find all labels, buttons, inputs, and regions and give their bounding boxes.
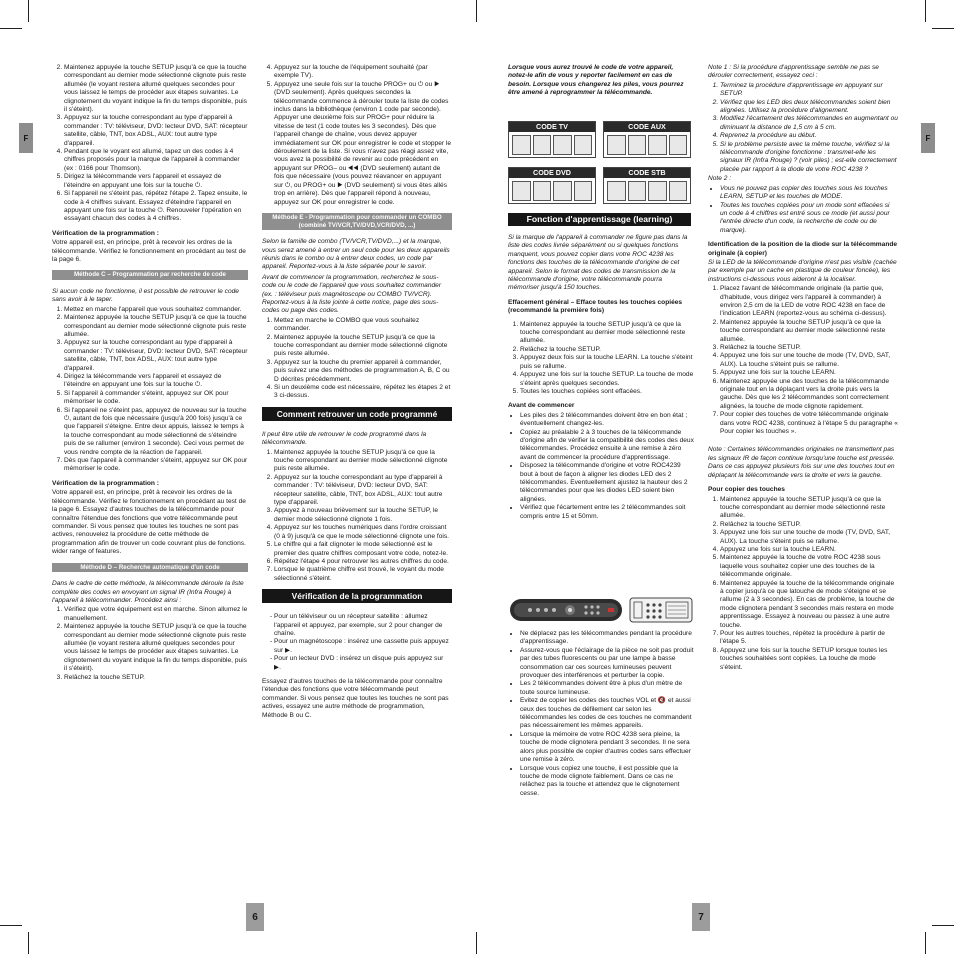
- language-tab-left: F: [19, 123, 33, 153]
- list-item: 6. Si l'appareil ne s'éteint pas, répétez l'étape 2. Tapez ensuite, le code à 4 chiffres suivant. Essayez d'éteindre l'appareil en appuyant une fois sur la touche ⏻. Renouveler l'opération en essayant chacun des codes à 4 chiffres.: [64, 190, 248, 224]
- list-item: • Copiez au préalable 2 à 3 touches de la télécommande d'origine afin de vérifier la compatibilité des codes des deux télécommandes. Procédez ensuite à une remise à zéro avant de commencer la procédure d'apprentissage.: [520, 429, 694, 463]
- list-item: • Les piles des 2 télécommandes doivent être en bon état ; éventuellement changez-les.: [520, 412, 694, 429]
- list-item: 6. Maintenez appuyée la touche de la télécommande originale à copier jusqu'à ce que latouche de mode s'éteigne et se rallume (2 à 3 secondes). En cas de problème, la touche de mode clignotera pendant 3 secondes mais restera en mode apprentissage. Essayez à nouveau ou passez à une autre touche.: [720, 580, 898, 630]
- list-item: 4. Reprenez la procédure au début.: [720, 132, 898, 140]
- list-item: 1. Maintenez appuyée la touche SETUP jusqu'à ce que la touche correspondant au dernier mode sélectionné reste allumée.: [720, 496, 898, 521]
- list-item: • Ne déplacez pas les télécommandes pendant la procédure d'apprentissage.: [520, 630, 694, 647]
- list-item: • Assurez-vous que l'éclairage de la pièce ne soit pas produit par des tubes fluorescents ou par une lampe à basse consommation car ces sources lumineuses peuvent provoquer des interférences et perturber la copie.: [520, 647, 694, 681]
- list-item: 7. Lorsque le quatrième chiffre est trouvé, le voyant du mode sélectionné s'éteint.: [274, 566, 452, 583]
- list-item: • Evitez de copier les codes des touches VOL et 🔇 et aussi ceux des touches de défilement car selon les télécommandes les codes de ces touches ne commandent pas nécessairement les mêmes appareils.: [520, 697, 694, 731]
- list-item: 1. Mettez en marche l'appareil que vous souhaitez commander.: [64, 306, 248, 314]
- paragraph: Si la marque de l'appareil à commander ne figure pas dans la liste des codes livrée séparément ou si quelques fonctions manquent, vous pouvez copier dans votre ROC 4238 les fonctions des touches de la télécommande d'origine de cet appareil. Selon le format des codes de transmission de la télécommande d'origine, votre télécommande pourra mémoriser jusqu'à 150 touches.: [508, 234, 688, 292]
- verification-list: [262, 613, 452, 672]
- list-item: 7. Pour les autres touches, répétez la procédure à partir de l'étape 5.: [720, 630, 898, 647]
- code-cells: [509, 132, 595, 158]
- list-item: • Toutes les touches copiées pour un mode sont effacées si un code à 4 chiffres est entré sous ce mode (et aussi pour l'entrée directe d'un code, la recherche de code ou de marque).: [720, 202, 898, 236]
- list-item: 6. Répétez l'étape 4 pour retrouver les autres chiffres du code.: [274, 558, 452, 566]
- list-item: 8. Appuyez une fois sur la touche SETUP lorsque toutes les touches souhaitées sont copiées. La touche de mode s'éteint.: [720, 647, 898, 672]
- list-item: 2. Maintenez appuyée la touche SETUP jusqu'à ce que la touche correspondant au dernier mode sélectionné clignote puis reste allumée (le voyant restera allumé quelques secondes pour vous laissez le temps de procéder aux étapes suivantes. Le clignotement du voyant indique la fin du temps disponible, puis il s'éteint).: [64, 623, 248, 673]
- list-item: 4. Appuyez une fois sur une touche de mode (TV, DVD, SAT, AUX). La touche s'éteint puis se rallume.: [720, 352, 898, 369]
- crop-mark: [28, 0, 29, 22]
- crop-mark: [28, 932, 29, 954]
- crop-mark: [476, 0, 477, 22]
- method-c-steps: [52, 306, 248, 474]
- code-tv-box: [508, 121, 596, 158]
- column-3: [508, 64, 694, 104]
- list-item: 3. Relâchez la touche SETUP.: [64, 674, 248, 682]
- list-item: 2. Relâchez la touche SETUP.: [720, 521, 898, 529]
- list-item: • Vérifiez que l'écartement entre les 2 télécommandes soit compris entre 15 et 50mm.: [520, 504, 694, 521]
- identification-steps: [708, 285, 898, 436]
- original-remote-image: [630, 598, 692, 622]
- crop-mark: [932, 28, 954, 29]
- list-item: - Pour un téléviseur ou un récepteur satellite : allumez l'appareil et appuyez, par exemple, sur 2 pour changer de chaîne.: [274, 613, 452, 638]
- paragraph: Avant de commencer la programmation, recherchez le sous-code ou le code de l'appareil que vous souhaitez commander (ex. : téléviseur puis magnétoscope ou COMBO TV/VCR). Reportez-vous à la liste jointe à cette notice, page des sous-codes ou page des codes.: [262, 273, 442, 315]
- paragraph: Si la LED de la télécommande d'origine n'est pas visible (cachée par exemple par un cache en plastique de couleur foncée), les instructions ci-dessous vous aideront à la localiser.: [708, 258, 897, 283]
- list-item: 4. Dirigez la télécommande vers l'appareil et essayez de l'éteindre en appuyant une fois sur la touche ⏻.: [64, 373, 248, 390]
- paragraph: Si aucun code ne fonctionne, il est possible de retrouver le code sans avoir à le taper.: [52, 287, 239, 304]
- list-item: 1. Mettez en marche le COMBO que vous souhaitez commander.: [274, 317, 452, 334]
- list-item: 2. Appuyez sur la touche correspondant au type d'appareil à commander : TV: téléviseur, DVD: lecteur DVD, SAT: récepteur satellite, câble, TNT, box ADSL, AUX: tout autre type d'appareil.: [274, 474, 452, 508]
- list-item: 1. Maintenez appuyée la touche SETUP jusqu'à ce que la touche correspondant au dernier mode sélectionné clignote puis reste allumée.: [274, 449, 452, 474]
- list-item: 5. Toutes les touches copiées sont effacées.: [520, 388, 694, 396]
- column-3-bottom: [508, 630, 694, 804]
- note-1: Note 1 : Si la procédure d'apprentissage semble ne pas se dérouler correctement, essayez ceci :: [708, 64, 879, 80]
- list-item: 5. Appuyez une seule fois sur la touche PROG+ ou ⏻ ou ▶ (DVD seulement). Après quelques secondes la télécommande commence à dérouler toute la liste de codes inclus dans la bibliothèque (environ 1 code par seconde). Appuyer une deuxième fois sur PROG+ pour réduire la vitesse de test (1 code toutes les 3 secondes). Dès que l'appareil change de chaîne, vous devez appuyer immédiatement sur OK pour enregistrer le code et stopper le déroulement de la liste. Si vous n'avez pas réagi assez vite, vous avez la possibilité de revenir au code précédent en appuyant sur PROG– ou ◀◀ (DVD seulement) autant de fois que nécessaire (vous pouvez réavancer en appuyant sur ⏻, ou PROG+ ou ▶ (DVD seulement) si vous êtes allés trop en arrière). Dès que l'appareil répond à nouveau, appuyez sur OK pour enregistrer le code.: [274, 81, 452, 207]
- page-number-right: 7: [692, 903, 710, 931]
- paragraph: Selon la famille de combo (TV/VCR,TV/DVD,...) et la marque, vous serez amené à entrer un seul code pour les deux appareils réunis dans le combo ou à entrer deux codes, un code par appareil. Reportez-vous à la liste séparée pour le savoir.: [262, 238, 450, 271]
- list-item: 4. Appuyez sur la touche de l'équipement souhaité (par exemple TV).: [274, 64, 452, 81]
- crop-mark: [925, 0, 926, 22]
- page-number-left: 6: [246, 903, 264, 931]
- list-item: 5. Le chiffre qui a fait clignoter le mode sélectionné est le premier des quatre chiffres composant votre code, notez-le.: [274, 541, 452, 558]
- code-aux-box: [603, 121, 691, 158]
- intro-note: Lorsque vous aurez trouvé le code de votre appareil, notez-le afin de vous y reporter facilement en cas de besoin. Lorsque vous changerez les piles, vous pourrez être amené à reprogrammer la télécommande.: [508, 64, 684, 97]
- section-heading: Vérification de la programmation :: [52, 479, 159, 487]
- list-item: 2. Relâchez la touche SETUP.: [520, 346, 694, 354]
- list-item: 4. Si un deuxième code est nécessaire, répétez les étapes 2 et 3 ci-dessus.: [274, 384, 452, 401]
- list-item: 3. Modifiez l'écartement des télécommandes en augmentant ou diminuant la distance de 1,5 cm à 5 cm.: [720, 115, 898, 132]
- code-box-label: CODE STB: [604, 168, 690, 178]
- method-c-heading: Méthode C – Programmation par recherche de code: [52, 270, 248, 280]
- list-item: 4. Appuyez sur les touches numériques dans l'ordre croissant (0 à 9) jusqu'à ce que le mode sélectionné clignote une fois.: [274, 524, 452, 541]
- precautions-list: [508, 630, 694, 798]
- list-item: 1. Placez l'avant de télécommande originale (la partie que, d'habitude, vous dirigez vers l'appareil à commander) à environ 2,5 cm de la LED de votre ROC 4238 en face de l'indication LEARN (reportez-vous au schéma ci-dessus).: [720, 285, 898, 319]
- list-item: 3. Appuyez deux fois sur la touche LEARN. La touche s'éteint puis se rallume.: [520, 354, 694, 371]
- roc-remote-image: [510, 599, 622, 621]
- paragraph: Votre appareil est, en principe, prêt à recevoir les ordres de la télécommande. Vérifiez le fonctionnement en procédant au test de la page 6. Essayez d'autres touches de la télécommande pour connaître l'étendue des fonctions que votre télécommande peut commander. Si vous pensez que toutes les touches ne sont pas actives, renouvelez la procédure de cette méthode de programmation afin de trouver un code couvrant plus de fonctions. wider range of features.: [52, 489, 246, 556]
- list-item: 3. Appuyez à nouveau brièvement sur la touche SETUP, le dernier mode sélectionné clignote 1 fois.: [274, 507, 452, 524]
- code-stb-box: [603, 167, 691, 204]
- crop-mark: [932, 925, 954, 926]
- note-2-list: [708, 185, 898, 235]
- list-item: 5. Maintenez appuyée la touche de votre ROC 4238 sous laquelle vous souhaitez copier une des touches de la télécommande originale.: [720, 554, 898, 579]
- retrouver-code-steps: [262, 449, 452, 584]
- copier-steps: [708, 496, 898, 673]
- code-dvd-box: [508, 167, 596, 204]
- list-item: 3. Appuyez sur la touche correspondant au type d'appareil à commander : TV: téléviseur, DVD: lecteur DVD, SAT: récepteur satellite, câble, TNT, box ADSL, AUX: tout autre type d'appareil.: [64, 339, 248, 373]
- avant-list: [508, 412, 694, 521]
- list-item: 4. Appuyez une fois sur la touche SETUP. La touche de mode s'éteint après quelques secondes.: [520, 371, 694, 388]
- section-heading: Effacement général – Efface toutes les touches copiées (recommandé la première fois): [508, 298, 683, 315]
- list-item: 2. Maintenez appuyée la touche SETUP jusqu'à ce que la touche correspondant au dernier mode sélectionné clignote puis reste allumée.: [274, 334, 452, 359]
- crop-mark: [0, 925, 22, 926]
- list-item: 2. Maintenez appuyée la touche SETUP jusqu'à ce que la touche correspondant au dernier mode sélectionné clignote puis reste allumée (le voyant restera allumé quelques secondes pour vous laissez le temps de procéder aux étapes suivantes. Le clignotement du voyant indique la fin du temps disponible, puis il s'éteint).: [64, 64, 248, 114]
- column-3-lower: [508, 234, 694, 527]
- method-e-steps: [262, 317, 452, 401]
- list-item: 3. Relâchez la touche SETUP.: [720, 344, 898, 352]
- crop-mark: [925, 932, 926, 954]
- crop-mark: [476, 932, 477, 954]
- list-item: 7. Dès que l'appareil à commander s'éteint, appuyez sur OK pour mémoriser le code.: [64, 457, 248, 474]
- list-item: 6. Maintenez appuyée une des touches de la télécommande originale tout en la déplaçant vers la droite puis vers la gauche. Dès que les 2 télécommandes sont correctement alignées, la touche de mode clignote rapidement.: [720, 378, 898, 412]
- list-item: 5. Si l'appareil à commander s'éteint, appuyez sur OK pour mémoriser le code.: [64, 390, 248, 407]
- list-item: 3. Appuyez une fois sur une touche de mode (TV, DVD, SAT, AUX). La touche s'éteint puis se rallume.: [720, 529, 898, 546]
- section-heading: Identification de la position de la diode sur la télécommande originale (à copier): [708, 241, 898, 257]
- code-cells: [604, 178, 690, 204]
- learning-heading: Fonction d'apprentissage (learning): [508, 213, 691, 226]
- crop-mark: [0, 28, 22, 29]
- list-item: 5. Dirigez la télécommande vers l'appareil et essayez de l'éteindre en appuyant une fois sur la touche ⏻.: [64, 173, 248, 190]
- method-b-steps: [52, 64, 248, 224]
- list-item: • Lorsque la mémoire de votre ROC 4238 sera pleine, la touche de mode clignotera pendant 3 secondes. Il ne sera alors plus possible de copier d'autres codes sans effectuer une remise à zéro.: [520, 731, 694, 765]
- note-2: Note 2 :: [708, 175, 732, 183]
- list-item: • Les 2 télécommandes doivent être à plus d'un mètre de toute source lumineuse.: [520, 680, 694, 697]
- paragraph: Essayez d'autres touches de la télécommande pour connaître l'étendue des fonctions que votre télécommande peut commander. Si vous pensez que toutes les touches ne sont pas actives, essayez une autre méthode de programmation, Méthode B ou C.: [262, 677, 449, 719]
- code-box-label: CODE TV: [509, 122, 595, 132]
- verification-heading: Vérification de la programmation: [262, 589, 452, 603]
- list-item: 5. Appuyez une fois sur la touche LEARN.: [720, 369, 898, 377]
- list-item: 2. Maintenez appuyée la touche SETUP jusqu'à ce que la touche correspondant au dernier mode sélectionné reste allumée.: [720, 319, 898, 344]
- list-item: 7. Pour copier des touches de votre télécommande originale dans votre ROC 4238, continuez à l'étape 5 du paragraphe « Pour copier les touches ».: [720, 411, 898, 436]
- list-item: 1. Terminez la procédure d'apprentissage en appuyant sur SETUP.: [720, 82, 898, 99]
- paragraph: Votre appareil est, en principe, prêt à recevoir les ordres de la télécommande. Vérifiez le fonctionnement en procédant au test de la page 6.: [52, 239, 246, 263]
- code-box-label: CODE AUX: [604, 122, 690, 132]
- list-item: 1. Vérifiez que votre équipement est en marche. Sinon allumez le manuellement.: [64, 606, 248, 623]
- column-4: [708, 64, 898, 678]
- code-cells: [509, 178, 595, 204]
- list-item: 2. Vérifiez que les LED des deux télécommandes soient bien alignées. Utilisez la procédure d'alignement.: [720, 99, 898, 116]
- method-d-steps: [52, 606, 248, 682]
- list-item: 3. Appuyez sur la touche correspondant au type d'appareil à commander : TV: téléviseur, DVD: lecteur DVD, SAT: récepteur satellite, câble, TNT, box ADSL, AUX: tout autre type d'appareil.: [64, 114, 248, 148]
- list-item: - Pour un magnétoscope : insérez une cassette puis appuyez sur ▶.: [274, 638, 452, 655]
- method-e-heading: Méthode E - Programmation pour commander un COMBO (combiné TV/VCR,TV/DVD,VCR/DVD, ...): [262, 213, 452, 230]
- list-item: 3. Appuyez sur la touche du premier appareil à commander, puis suivez une des méthodes de programmation A, B, C ou D décrites précédemment.: [274, 359, 452, 384]
- list-item: - Pour un lecteur DVD : insérez un disque puis appuyez sur ▶.: [274, 655, 452, 672]
- method-d-steps-continued: [262, 64, 452, 207]
- effacement-steps: [508, 321, 694, 397]
- list-item: 1. Maintenez appuyée la touche SETUP jusqu'à ce que la touche correspondant au dernier mode sélectionné reste allumée.: [520, 321, 694, 346]
- note-1-steps: [708, 82, 898, 174]
- section-heading: Avant de commencer: [508, 402, 575, 410]
- list-item: • Disposez la télécommande d'origine et votre ROC4239 bout à bout de façon à aligner les diodes LED des 2 télécommandes. Eventuellement ajustez la hauteur des 2 télécommandes pour que les diodes LED soient bien alignées.: [520, 462, 694, 504]
- list-item: • Lorsque vous copiez une touche, il est possible que la touche de mode clignote faiblement. Dans ce cas ne relâchez pas la touche et attendez que le clignotement cesse.: [520, 765, 694, 799]
- list-item: 6. Si l'appareil ne s'éteint pas, appuyez de nouveau sur la touche ⏻, autant de fois que nécessaire (jusqu'à 200 fois) jusqu'à ce que l'appareil s'éteigne. Entre deux appuis, laissez le temps à la touche correspondant au mode sélectionné de s'éteindre puis de se rallumer (environ 1 seconde). Ceci vous permet de vous rendre compte de la réaction de l'appareil.: [64, 407, 248, 457]
- list-item: 2. Maintenez appuyée la touche SETUP jusqu'à ce que la touche correspondant au dernier mode sélectionné clignote puis reste allumée.: [64, 314, 248, 339]
- column-2: [262, 64, 452, 726]
- paragraph: Il peut être utile de retrouver le code programmé dans la télécommande.: [262, 430, 427, 447]
- method-d-heading: Méthode D – Recherche automatique d'un code: [52, 563, 248, 573]
- list-item: 5. Si le problème persiste avec la même touche, vérifiez si la télécommande d'origine fonctionne : transmet-elle les signaux IR (Infra Rouge) ? (voir piles) ; est-elle correctement placée par rapport à la diode de votre ROC 4238 ?: [720, 141, 898, 175]
- column-1: [52, 64, 248, 688]
- retrouver-code-heading: Comment retrouver un code programmé: [262, 407, 452, 421]
- language-tab-right: F: [921, 123, 935, 153]
- paragraph: Dans le cadre de cette méthode, la télécommande déroule la liste complète des codes en envoyant un signal IR (Infra Rouge) à l'appareil à télécommander. Procédez ainsi :: [52, 580, 244, 604]
- remotes-illustration: [508, 594, 694, 624]
- section-heading: Vérification de la programmation :: [52, 229, 159, 237]
- list-item: • Vous ne pouvez pas copier des touches sous les touches LEARN, SETUP et les touches de MODE.: [720, 185, 898, 202]
- note-3: Note : Certaines télécommandes originales ne transmettent pas les signaux IR de façon continue lorsqu'une touche est pressée. Dans ce cas appuyez plusieurs fois sur une des touches tout en déplaçant la télécommande vers la droite et vers la gauche.: [708, 446, 895, 479]
- code-box-label: CODE DVD: [509, 168, 595, 178]
- section-heading: Pour copier des touches: [708, 486, 785, 494]
- list-item: 4. Pendant que le voyant est allumé, tapez un des codes à 4 chiffres proposés pour la marque de l'appareil à commander (ex : 0166 pour Thomson).: [64, 148, 248, 173]
- code-cells: [604, 132, 690, 158]
- list-item: 4. Appuyez une fois sur la touche LEARN.: [720, 546, 898, 554]
